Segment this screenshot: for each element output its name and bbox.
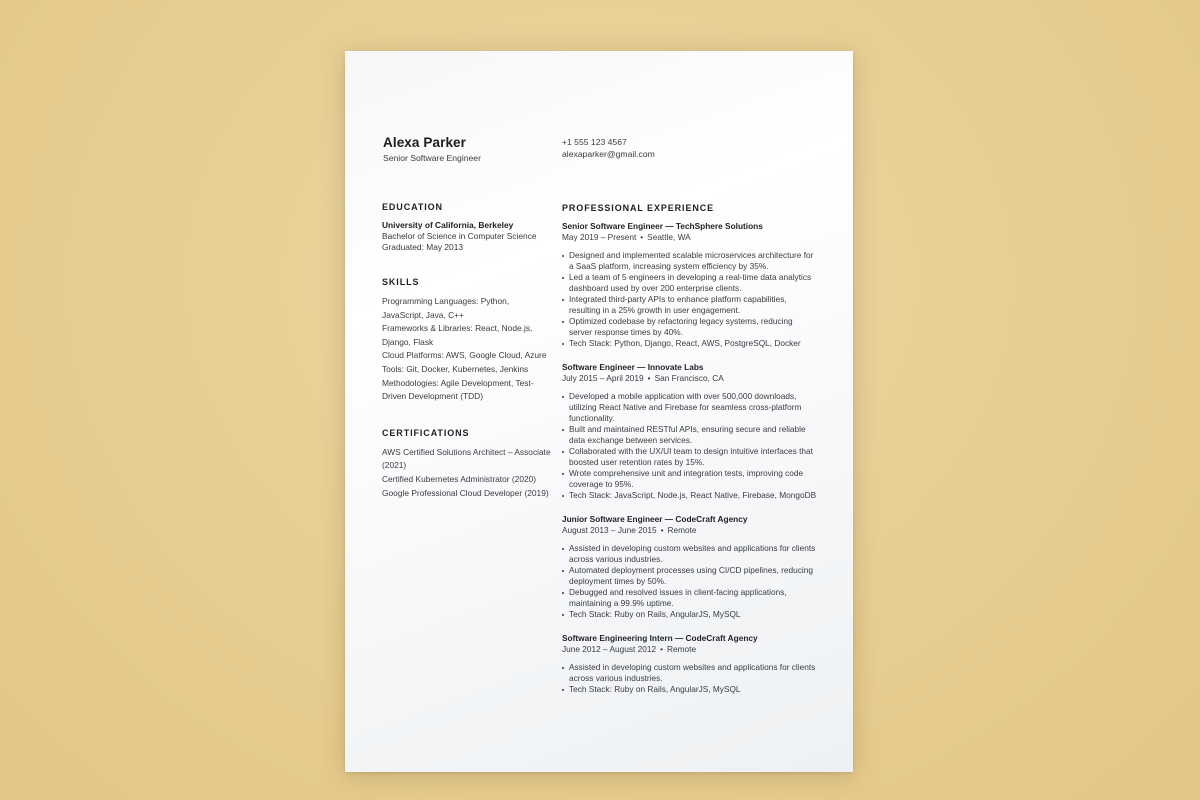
job-meta: August 2013 – June 2015 • Remote xyxy=(562,525,697,535)
job-bullets xyxy=(562,543,818,620)
job-entry xyxy=(562,514,818,620)
job-bullet: Wrote comprehensive unit and integration tests, improving code coverage to 95%. xyxy=(562,468,818,490)
left-column xyxy=(382,202,552,524)
certifications-section xyxy=(382,428,552,500)
job-bullet: Designed and implemented scalable microservices architecture for a SaaS platform, increasing system efficiency by 35%. xyxy=(562,250,818,272)
job-bullet: Developed a mobile application with over 500,000 downloads, utilizing React Native and Firebase for seamless cross-platform functionality. xyxy=(562,391,818,424)
skills-heading: SKILLS xyxy=(382,277,420,287)
job-title: Software Engineer — Innovate Labs xyxy=(562,362,704,372)
education-graduated: Graduated: May 2013 xyxy=(382,242,464,252)
job-bullet: Tech Stack: Python, Django, React, AWS, PostgreSQL, Docker xyxy=(562,338,818,349)
skill-item: Frameworks & Libraries: React, Node.js, Django, Flask xyxy=(382,323,533,347)
experience-heading: PROFESSIONAL EXPERIENCE xyxy=(562,203,715,213)
job-title: Senior Software Engineer — TechSphere Solutions xyxy=(562,221,763,231)
job-location: Seattle, WA xyxy=(647,232,691,242)
job-meta: June 2012 – August 2012 • Remote xyxy=(562,644,697,654)
job-bullets xyxy=(562,391,818,501)
education-school: University of California, Berkeley xyxy=(382,220,514,230)
certification-item: Google Professional Cloud Developer (2019) xyxy=(382,487,549,498)
job-dates: August 2013 – June 2015 xyxy=(562,525,657,535)
job-title: Software Engineering Intern — CodeCraft Agency xyxy=(562,633,758,643)
email-address: alexaparker@gmail.com xyxy=(562,149,655,159)
job-bullets xyxy=(562,662,818,695)
education-heading: EDUCATION xyxy=(382,202,443,212)
resume-page xyxy=(345,51,853,772)
certification-item: AWS Certified Solutions Architect – Associate (2021) xyxy=(382,446,551,471)
job-bullet: Assisted in developing custom websites and applications for clients across various industries. xyxy=(562,662,818,684)
skill-item: Methodologies: Agile Development, Test-Driven Development (TDD) xyxy=(382,377,534,402)
skill-item: Programming Languages: Python, JavaScript, Java, C++ xyxy=(382,296,510,320)
job-bullet: Assisted in developing custom websites and applications for clients across various industries. xyxy=(562,543,818,565)
job-bullet: Debugged and resolved issues in client-facing applications, maintaining a 99.9% uptime. xyxy=(562,587,818,609)
certification-item: Certified Kubernetes Administrator (2020) xyxy=(382,473,537,484)
contact-info xyxy=(562,136,655,160)
job-location: Remote xyxy=(667,525,697,535)
skill-item: Tools: Git, Docker, Kubernetes, Jenkins xyxy=(382,363,529,374)
job-bullet: Built and maintained RESTful APIs, ensuring secure and reliable data exchange between services. xyxy=(562,424,818,446)
job-bullet: Integrated third-party APIs to enhance platform capabilities, resulting in a 25% growth in user engagement. xyxy=(562,294,818,316)
certifications-heading: CERTIFICATIONS xyxy=(382,427,470,438)
job-dates: June 2012 – August 2012 xyxy=(562,644,657,654)
job-bullet: Tech Stack: Ruby on Rails, AngularJS, MySQL xyxy=(562,684,818,695)
job-dates: May 2019 – Present xyxy=(562,232,637,242)
job-entry xyxy=(562,221,818,349)
job-location: San Francisco, CA xyxy=(654,373,724,383)
job-meta: May 2019 – Present • Seattle, WA xyxy=(562,232,691,242)
candidate-name: Alexa Parker xyxy=(383,135,467,150)
candidate-title: Senior Software Engineer xyxy=(383,153,481,163)
job-entry xyxy=(562,633,818,695)
job-bullet: Optimized codebase by refactoring legacy systems, reducing server response times by 40%. xyxy=(562,316,818,338)
job-dates: July 2015 – April 2019 xyxy=(562,373,644,383)
job-bullet: Tech Stack: JavaScript, Node.js, React Native, Firebase, MongoDB xyxy=(562,490,818,501)
job-meta: July 2015 – April 2019 • San Francisco, CA xyxy=(562,373,724,383)
job-bullet: Led a team of 5 engineers in developing a real-time data analytics dashboard used by over 200 enterprise clients. xyxy=(562,272,818,294)
job-location: Remote xyxy=(667,644,697,654)
job-title: Junior Software Engineer — CodeCraft Agency xyxy=(562,514,748,524)
job-bullets xyxy=(562,250,818,349)
skill-item: Cloud Platforms: AWS, Google Cloud, Azure xyxy=(382,350,547,361)
job-bullet: Tech Stack: Ruby on Rails, AngularJS, MySQL xyxy=(562,609,818,620)
job-bullet: Collaborated with the UX/UI team to design intuitive interfaces that boosted user retention rates by 15%. xyxy=(562,446,818,468)
job-entry xyxy=(562,362,818,501)
skills-section xyxy=(382,277,552,404)
job-bullet: Automated deployment processes using CI/CD pipelines, reducing deployment times by 50%. xyxy=(562,565,818,587)
education-section xyxy=(382,202,552,253)
education-degree: Bachelor of Science in Computer Science xyxy=(382,231,537,241)
right-column xyxy=(562,203,818,708)
phone-number: +1 555 123 4567 xyxy=(562,137,627,147)
